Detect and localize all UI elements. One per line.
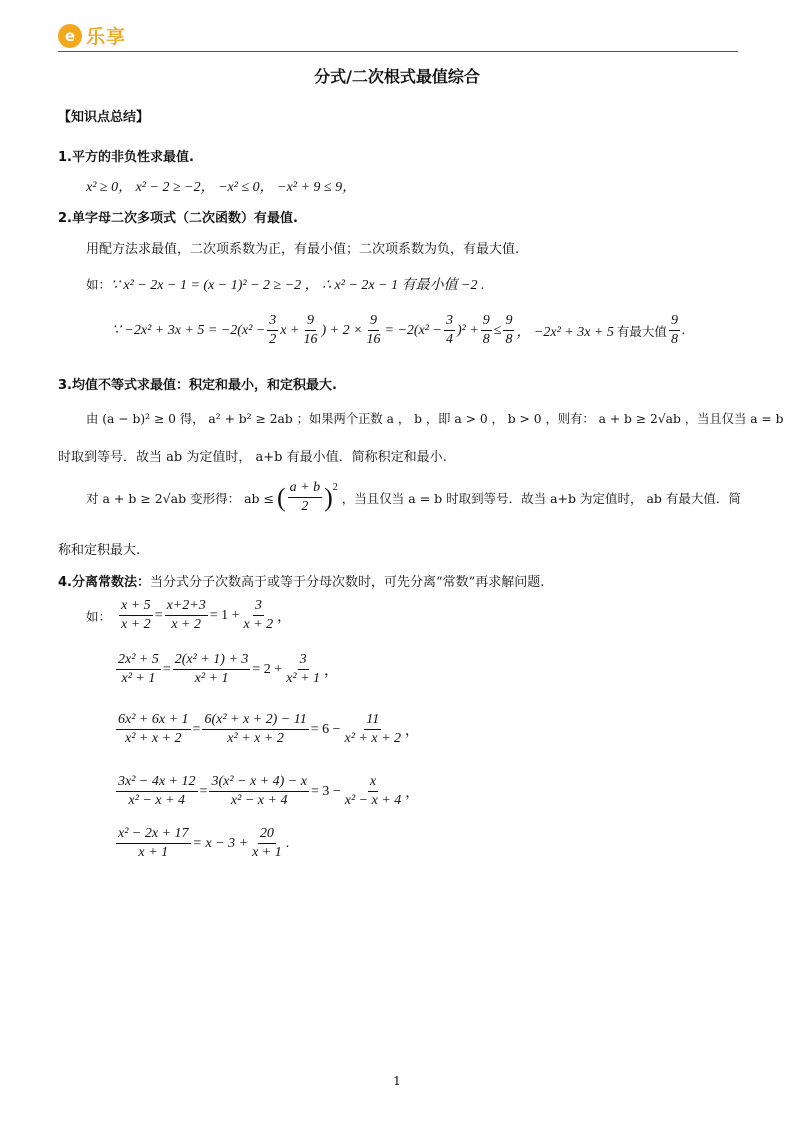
summary-heading: 【知识点总结】 [58,110,150,125]
numerator: 9 [669,313,680,331]
denominator: x + 2 [243,617,274,632]
fraction [165,598,208,633]
expr-part: ， [277,609,292,625]
numerator: a + b [288,480,322,498]
expr-part: = 3 − [310,783,341,799]
section-3-para-2 [86,480,741,515]
section-4-row-4 [114,774,419,809]
denominator: 16 [366,332,381,347]
numerator: x+2+3 [165,598,208,616]
section-4-row-5 [114,826,289,861]
expr-part: = −2(x² − [384,322,442,338]
section-4-title: 4.分离常数法： [58,575,150,590]
denominator: 8 [482,332,490,347]
fraction [202,712,308,747]
fraction [503,313,514,348]
fraction [116,712,191,747]
expr-part: ， [405,723,420,739]
denominator: x² − x + 4 [230,793,288,808]
section-4-heading [58,571,544,590]
section-2-example-2 [112,313,685,348]
numerator: 11 [364,712,381,730]
expr-part: ) + 2 × [321,322,363,338]
example-prefix: 如： [86,277,112,292]
fraction [343,712,404,747]
section-2-example-1 [86,274,485,294]
expr-text: 有最大值 [616,323,667,339]
expr-part: ≤ [493,322,502,338]
equals-sign: = [192,721,201,737]
numerator: x + 5 [119,598,153,616]
expr-text: ，当且仅当 a = b 时取到等号．故当 a+b 为定值时， ab 有最大值．简 [341,490,741,506]
numerator: 2(x² + 1) + 3 [173,652,251,670]
expr-part: ， −2x² + 3x + 5 [516,324,614,340]
expr-part: )² + [456,322,479,338]
section-1-heading: 1.平方的非负性求最值. [58,150,194,165]
section-2-heading: 2.单字母二次多项式（二次函数）有最值. [58,211,298,226]
expr-paren: ( [277,482,286,512]
denominator: x² + 1 [194,671,229,686]
denominator: x + 2 [171,617,201,632]
numerator: 3 [267,313,278,331]
brand-name: 乐享 [86,26,127,48]
denominator: x² − x + 4 [128,793,186,808]
expr-part: = 2 + [252,661,283,677]
expr-part: ∵ −2x² + 3x + 5 = −2(x² − [112,323,266,338]
expr-part: . [285,835,290,851]
fraction [481,313,492,348]
equals-sign: = [154,607,163,623]
expr-part: ， [324,663,339,679]
denominator: 4 [445,332,453,347]
section-4-row-3 [114,712,419,747]
expr-part: . [681,322,686,338]
numerator: 9 [368,313,379,331]
expr-part: = 6 − [310,721,341,737]
page-number: 1 [393,1074,401,1088]
numerator: 9 [503,313,514,331]
fraction [116,774,198,809]
fraction [284,652,322,687]
denominator: 8 [670,332,678,347]
numerator: 20 [258,826,276,844]
denominator: x² − x + 4 [344,793,402,808]
fraction [242,598,276,633]
fraction [669,313,680,348]
example-prefix: 如： [86,608,112,624]
fraction [173,652,251,687]
numerator: 3 [444,313,455,331]
expr-part: = x − 3 + [192,835,249,851]
section-1-formula: x² ≥ 0， x² − 2 ≥ −2， −x² ≤ 0， −x² + 9 ≤ 9， [86,180,357,195]
denominator: 2 [269,332,277,347]
fraction [267,313,278,348]
numerator: 3(x² − x + 4) − x [209,774,309,792]
numerator: 9 [481,313,492,331]
numerator: 6x² + 6x + 1 [116,712,191,730]
expr-paren: ) [324,482,333,512]
section-3-para-1-line-2: 时取到等号．故当 ab 为定值时， a+b 有最小值．简称积定和最小. [58,450,447,465]
example-1-formula: ∵ x² − 2x − 1 = (x − 1)² − 2 ≥ −2 ， ∴ x² − 2x − 1 有最小值 −2 . [111,278,485,293]
denominator: x + 1 [252,845,282,860]
numerator: 2x² + 5 [116,652,161,670]
denominator: 2 [301,499,309,514]
section-2-description: 用配方法求最值，二次项系数为正，有最小值；二次项系数为负，有最大值. [86,242,520,257]
denominator: x + 2 [121,617,151,632]
expr-text: 对 a + b ≥ 2√ab 变形得： ab ≤ [86,490,274,506]
section-3-para-1-line-1: 由 (a − b)² ≥ 0 得， a² + b² ≥ 2ab ；如果两个正数 a ， b ，即 a > 0 ， b > 0 ，则有： a + b ≥ 2√ab ，当且仅当 a = b [86,412,784,426]
numerator: 3 [298,652,309,670]
fraction [444,313,455,348]
numerator: 3 [253,598,264,616]
section-3-heading: 3.均值不等式求最值：积定和最小，和定积最大. [58,378,337,393]
denominator: x² + x + 2 [125,731,182,746]
fraction [365,313,383,348]
denominator: x² + 1 [121,671,156,686]
fraction [288,480,322,515]
section-4-description: 当分式分子次数高于或等于分母次数时，可先分离“常数”再求解问题. [149,575,545,590]
fraction [209,774,309,809]
denominator: x + 1 [138,845,169,860]
numerator: 9 [305,313,316,331]
section-3-para-2-line-2: 称和定积最大. [58,543,141,558]
numerator: x [368,774,378,792]
numerator: 6(x² + x + 2) − 11 [202,712,308,730]
fraction [116,826,191,861]
equals-sign: = [199,783,208,799]
fraction [119,598,153,633]
expr-part: ， [405,785,420,801]
expr-exponent: 2 [332,482,338,493]
fraction [250,826,284,861]
numerator: x² − 2x + 17 [116,826,191,844]
smile-logo-icon: e [58,24,82,48]
denominator: x² + 1 [286,671,321,686]
section-4-row-2 [114,652,338,687]
denominator: x² + x + 2 [227,731,284,746]
fraction [301,313,319,348]
equals-sign: = [162,661,171,677]
section-4-row-1 [86,598,291,633]
denominator: 8 [505,332,513,347]
expr-part: = 1 + [209,607,240,623]
header-divider [58,51,738,52]
denominator: 16 [303,332,318,347]
denominator: x² + x + 2 [344,731,402,746]
fraction [116,652,161,687]
numerator: 3x² − 4x + 12 [116,774,198,792]
brand-logo [58,22,126,49]
fraction [343,774,404,809]
expr-part: x + [280,322,300,338]
page-title: 分式/二次根式最值综合 [314,67,480,86]
